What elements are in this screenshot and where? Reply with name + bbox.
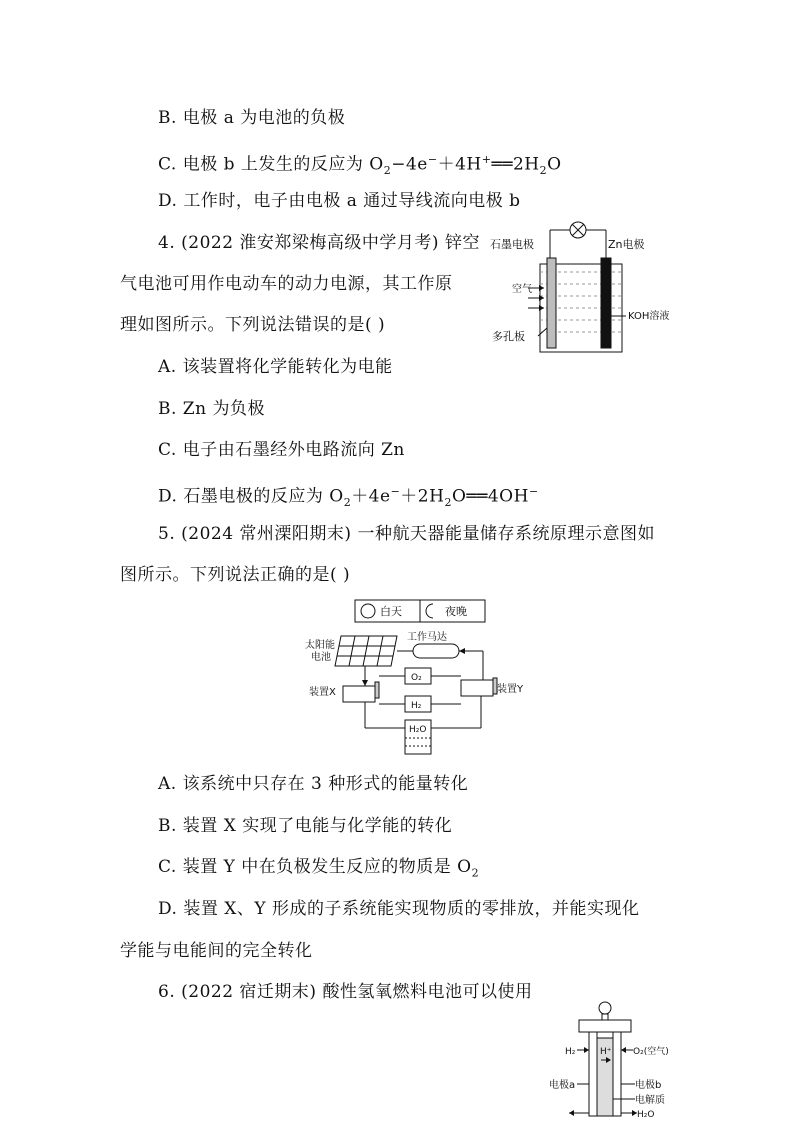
q3-option-c: C. 电极 b 上发生的反应为 $O_2-4e^-+4H^+══2H_2O$	[158, 153, 562, 178]
q4-option-b: B. Zn 为负极	[158, 399, 265, 419]
q4-option-d: D. 石墨电极的反应为 $O_2+4e^-+2H_2O══4OH^-$	[158, 485, 539, 510]
svg-text:H₂O: H₂O	[409, 725, 427, 735]
q3-option-d: D. 工作时，电子由电极 a 通过导线流向电极 b	[158, 191, 521, 211]
svg-text:H⁺: H⁺	[600, 1047, 612, 1057]
svg-text:KOH溶液: KOH溶液	[628, 311, 670, 322]
svg-text:多孔板: 多孔板	[492, 330, 525, 343]
bulb-icon	[599, 1002, 611, 1020]
svg-text:石墨电极: 石墨电极	[490, 238, 534, 251]
svg-text:夜晚: 夜晚	[445, 605, 467, 618]
svg-text:H₂: H₂	[565, 1047, 576, 1057]
svg-text:太阳能: 太阳能	[305, 640, 335, 651]
q6-stem-line1: 6. (2022 宿迁期末) 酸性氢氧燃料电池可以使用	[158, 982, 533, 1002]
device-x	[343, 686, 375, 702]
svg-text:O₂: O₂	[411, 673, 422, 683]
q4-option-a: A. 该装置将化学能转化为电能	[158, 357, 393, 377]
q5-option-d-line2: 学能与电能间的完全转化	[120, 941, 313, 961]
q4-stem-line3: 理如图所示。下列说法错误的是( )	[120, 315, 386, 335]
svg-text:Zn电极: Zn电极	[608, 238, 645, 251]
svg-text:电极b: 电极b	[635, 1080, 662, 1091]
svg-text:空气: 空气	[512, 284, 532, 295]
spacecraft-energy-diagram	[305, 598, 535, 758]
q4-stem-line1: 4. (2022 淮安郑梁梅高级中学月考) 锌空	[158, 233, 480, 253]
svg-text:电解质: 电解质	[635, 1095, 665, 1106]
svg-text:H₂: H₂	[411, 701, 422, 711]
q5-stem-line2: 图所示。下列说法正确的是( )	[120, 565, 351, 585]
svg-text:电池: 电池	[311, 652, 331, 663]
q4-option-c: C. 电子由石墨经外电路流向 Zn	[158, 440, 405, 460]
svg-text:装置X: 装置X	[309, 687, 336, 698]
q3-option-b: B. 电极 a 为电池的负极	[158, 108, 346, 128]
q5-option-a: A. 该系统中只存在 3 种形式的能量转化	[158, 774, 469, 794]
q5-option-c: C. 装置 Y 中在负极发生反应的物质是 $O_2$	[158, 857, 480, 880]
svg-text:O₂(空气): O₂(空气)	[633, 1047, 669, 1057]
q5-option-d-line1: D. 装置 X、Y 形成的子系统能实现物质的零排放，并能实现化	[158, 899, 640, 919]
svg-text:电极a: 电极a	[549, 1080, 576, 1091]
motor-icon	[413, 644, 459, 658]
q4-stem-line2: 气电池可用作电动车的动力电源，其工作原	[120, 274, 453, 294]
svg-text:装置Y: 装置Y	[497, 684, 524, 695]
solar-panel-icon	[335, 636, 397, 666]
graphite-electrode	[547, 258, 556, 348]
svg-text:工作马达: 工作马达	[407, 632, 447, 643]
zinc-air-battery-diagram	[490, 220, 690, 360]
zn-electrode	[601, 258, 611, 348]
q5-option-b: B. 装置 X 实现了电能与化学能的转化	[158, 816, 453, 836]
svg-text:白天: 白天	[380, 605, 402, 618]
svg-text:H₂O: H₂O	[637, 1110, 655, 1120]
device-y	[461, 680, 493, 696]
fuel-cell-diagram	[545, 998, 705, 1120]
q5-stem-line1: 5. (2024 常州溧阳期末) 一种航天器能量储存系统原理示意图如	[158, 524, 655, 544]
